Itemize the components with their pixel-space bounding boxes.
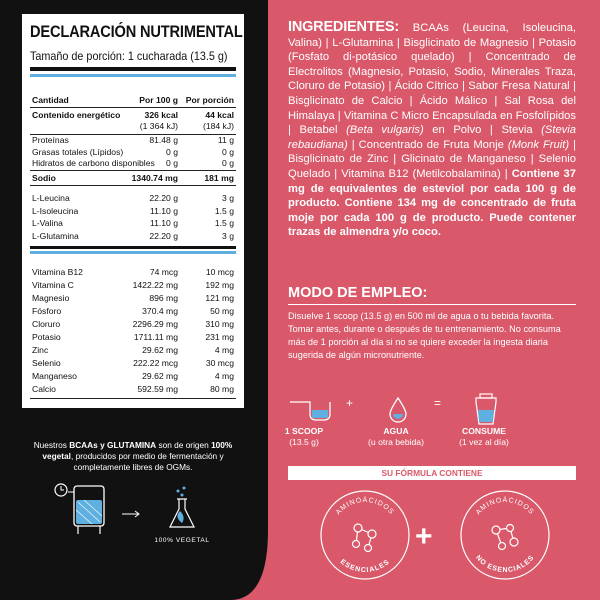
table-row: [30, 371, 236, 382]
energy-label: Contenido energético: [32, 110, 121, 120]
row-label: L-Leucina: [32, 193, 70, 203]
equals-sign: =: [434, 396, 442, 410]
svg-text:AMINOÁCIDOS: [335, 495, 395, 516]
arrow-right-icon: [122, 510, 142, 518]
ingredients-part3: | Concentrado de Fruta Monje: [347, 138, 508, 151]
row-per100: 1422.22 mg: [132, 280, 178, 290]
origin-pre: Nuestros: [33, 440, 70, 450]
row-per100: 29.62 mg: [142, 371, 178, 381]
row-perserving: 231 mg: [205, 332, 234, 342]
badge2-top-text: AMINOÁCIDOS: [474, 496, 536, 517]
row-label: Proteínas: [32, 135, 69, 145]
divider: [30, 107, 236, 108]
row-per100: 11.10 g: [149, 205, 178, 216]
row-label: L-Valina: [32, 218, 63, 228]
sodium-label: Sodio: [32, 173, 56, 183]
sodium-serv: 181 mg: [204, 173, 234, 183]
table-row: [30, 158, 236, 169]
divider: [30, 170, 236, 171]
table-row: [30, 332, 236, 343]
row-perserving: 0 g: [222, 158, 234, 168]
row-per100: 0 g: [166, 158, 178, 168]
table-row: [30, 345, 236, 356]
table-row: [30, 147, 236, 158]
row-perserving: 80 mg: [210, 384, 234, 394]
row-label: Manganeso: [32, 371, 77, 381]
table-row: [30, 206, 236, 217]
table-row: [30, 280, 236, 291]
divider: [30, 185, 236, 186]
origin-bold2: 100% vegetal: [42, 440, 233, 461]
origin-post: , producidos por medio de fermentación y completamente libres de OGMs.: [70, 451, 224, 472]
row-perserving: 4 mg: [214, 371, 234, 381]
svg-text:NO ESENCIALES: [474, 554, 536, 574]
energy-kj-serv: (184 kJ): [202, 121, 234, 131]
plus-sign: +: [346, 396, 354, 410]
badge2-bottom-text: NO ESENCIALES: [474, 554, 536, 575]
ingredients-part4: | Bisglicinato de Zinc | Glicinato de Manganeso | Selenio Quelado | Vitamina B12 (Metilcobalamina) |: [288, 138, 577, 180]
table-row: [30, 231, 236, 242]
usage-divider: [288, 304, 576, 305]
row-per100: 2296.29 mg: [132, 319, 178, 329]
usage-text: Disuelve 1 scoop (13.5 g) en 500 ml de agua o tu bebida favorita. Tomar antes, durante o después de tu entrenamiento. No consuma más de 1 porción al día si no se quiere exceder la ingesta diaria sugerida de algún micronutriente.: [288, 311, 561, 360]
row-label: Magnesio: [32, 293, 70, 303]
ingredients-heading: INGREDIENTES:: [288, 19, 399, 35]
row-label: L-Isoleucina: [32, 205, 79, 216]
ingredients-bold: Contiene 37 mg de equivalentes de esteviol por cada 100 g de producto. Contiene 134 mg de concentrado de fruta moje por cada 100 g de producto. Puede contener trazas de almendra y/o coco.: [288, 167, 576, 239]
energy-kcal-serv: 44 kcal: [205, 110, 234, 120]
row-per100: 22.20 g: [149, 193, 178, 203]
step-water-sub: (u otra bebida): [368, 437, 424, 447]
scoop-icon: [290, 402, 330, 420]
table-row: [30, 193, 236, 204]
row-perserving: 11 g: [217, 135, 234, 145]
step-scoop-sub: (13.5 g): [289, 437, 319, 447]
row-label: Potasio: [32, 332, 61, 342]
row-per100: 370.4 mg: [142, 306, 178, 316]
row-perserving: 192 mg: [205, 280, 234, 290]
table-row: [30, 267, 236, 278]
origin-mid: son de origen: [156, 440, 212, 450]
sodium-row: [30, 173, 236, 184]
blue-divider: [30, 251, 236, 254]
row-label: Vitamina C: [32, 280, 74, 290]
row-label: Cloruro: [32, 319, 61, 329]
row-perserving: 3 g: [222, 230, 234, 241]
row-perserving: 4 mg: [214, 345, 234, 355]
molecule-icon: [492, 525, 518, 550]
header-quantity: Cantidad: [32, 95, 69, 105]
molecule-icon: [353, 524, 377, 552]
row-label: Zinc: [32, 345, 49, 355]
ingredients-italic3: (Monk Fruit): [507, 138, 570, 151]
row-per100: 74 mcg: [149, 267, 178, 277]
essential-amino-badge: [318, 488, 412, 582]
serving-size: Tamaño de porción: 1 cucharada (13.5 g): [30, 49, 228, 63]
table-row: [30, 306, 236, 317]
formula-plus: +: [415, 520, 433, 553]
row-per100: 0 g: [166, 146, 178, 157]
row-perserving: 0 g: [222, 146, 234, 157]
thick-divider: [30, 246, 236, 249]
table-row: [30, 384, 236, 395]
ingredients-part1: BCAAs (Leucina, Isoleucina, Valina) | L-Glutamina | Bisglicinato de Magnesio | Potasio (Fosfato di-potásico quelado) | Concentrado de Electrolitos (Magnesio, Potasio, Sodio, Minerales Traza, Cloruro de Potasio) | Ácido Cítrico | Sabor Fresa Natural | Bisglicinato de Calcio | Ácido Málico | Sal Rosa del Himalaya | Vitamina C Micro Encapsulada en Fosfolípidos | Betabel: [288, 22, 576, 137]
table-header-row: [30, 95, 236, 106]
origin-bold1: BCAAs y GLUTAMINA: [69, 440, 157, 450]
step-scoop-title: 1 SCOOP: [284, 426, 324, 436]
svg-text:ESENCIALES: [339, 558, 392, 574]
row-perserving: 1.5 g: [214, 205, 234, 216]
blue-divider: [30, 74, 236, 77]
row-perserving: 121 mg: [205, 293, 234, 303]
ingredients-italic1: (Beta vulgaris): [346, 124, 424, 137]
nonessential-amino-badge: [458, 488, 552, 582]
row-perserving: 50 mg: [210, 306, 234, 316]
row-label: Calcio: [32, 384, 56, 394]
badge1-top-text: AMINOÁCIDOS: [334, 496, 396, 517]
divider: [30, 398, 236, 399]
row-label: Grasas totales (Lípidos): [32, 146, 124, 157]
row-label: Hidratos de carbono disponibles: [32, 158, 155, 168]
header-per100: Por 100 g: [139, 95, 178, 105]
step-water: [346, 426, 446, 448]
row-per100: 29.62 mg: [142, 345, 178, 355]
sodium-100: 1340.74 mg: [131, 173, 178, 183]
row-label: Selenio: [32, 358, 61, 368]
row-perserving: 10 mcg: [205, 267, 234, 277]
usage-title: MODO DE EMPLEO:: [288, 285, 428, 301]
step-water-title: AGUA: [383, 426, 409, 436]
table-row: [30, 135, 236, 146]
nutrition-panel: [22, 14, 244, 408]
origin-text: [22, 440, 244, 473]
table-row: [30, 319, 236, 330]
flask-leaf-icon: [160, 485, 204, 535]
header-perserving: Por porción: [185, 95, 234, 105]
nutrition-title: DECLARACIÓN NUTRIMENTAL: [30, 22, 243, 41]
thick-divider: [30, 67, 236, 71]
row-per100: 592.59 mg: [137, 384, 178, 394]
svg-text:AMINOÁCIDOS: [475, 495, 535, 516]
row-perserving: 1.5 g: [214, 218, 234, 228]
step-consume-title: CONSUME: [462, 426, 506, 436]
row-label: L-Glutamina: [32, 230, 79, 241]
ingredients-text: [288, 20, 576, 240]
energy-kcal-100: 326 kcal: [144, 110, 178, 120]
row-perserving: 3 g: [222, 193, 234, 203]
energy-kj-row: [30, 121, 236, 132]
step-scoop: [254, 426, 354, 448]
water-drop-icon: [390, 398, 406, 422]
vegetal-label: 100% VEGETAL: [154, 537, 210, 544]
row-per100: 222.22 mcg: [133, 358, 178, 368]
step-consume: [434, 426, 534, 448]
shaker-icon: [476, 394, 496, 424]
row-label: Vitamina B12: [32, 267, 83, 277]
row-per100: 896 mg: [149, 293, 178, 303]
table-row: [30, 358, 236, 369]
row-label: Fósforo: [32, 306, 62, 316]
row-perserving: 30 mcg: [205, 358, 234, 368]
row-per100: 1711.11 mg: [133, 332, 178, 342]
row-per100: 11.10 g: [149, 218, 178, 228]
table-row: [30, 293, 236, 304]
formula-bar: SU FÓRMULA CONTIENE: [288, 466, 576, 480]
corner-curve: [230, 520, 270, 600]
badge1-bottom-text: ESENCIALES: [338, 558, 392, 575]
energy-row: [30, 110, 236, 121]
ingredients-italic2: (Stevia rebaudiana): [288, 124, 576, 151]
energy-kj-100: (1 364 kJ): [139, 121, 178, 131]
step-consume-sub: (1 vez al día): [459, 437, 509, 447]
fermenter-icon: [48, 478, 118, 538]
row-per100: 22.20 g: [149, 230, 178, 241]
row-per100: 81.48 g: [149, 135, 178, 145]
table-row: [30, 218, 236, 229]
row-perserving: 310 mg: [205, 319, 234, 329]
ingredients-part2: en Polvo | Stevia: [423, 124, 542, 137]
